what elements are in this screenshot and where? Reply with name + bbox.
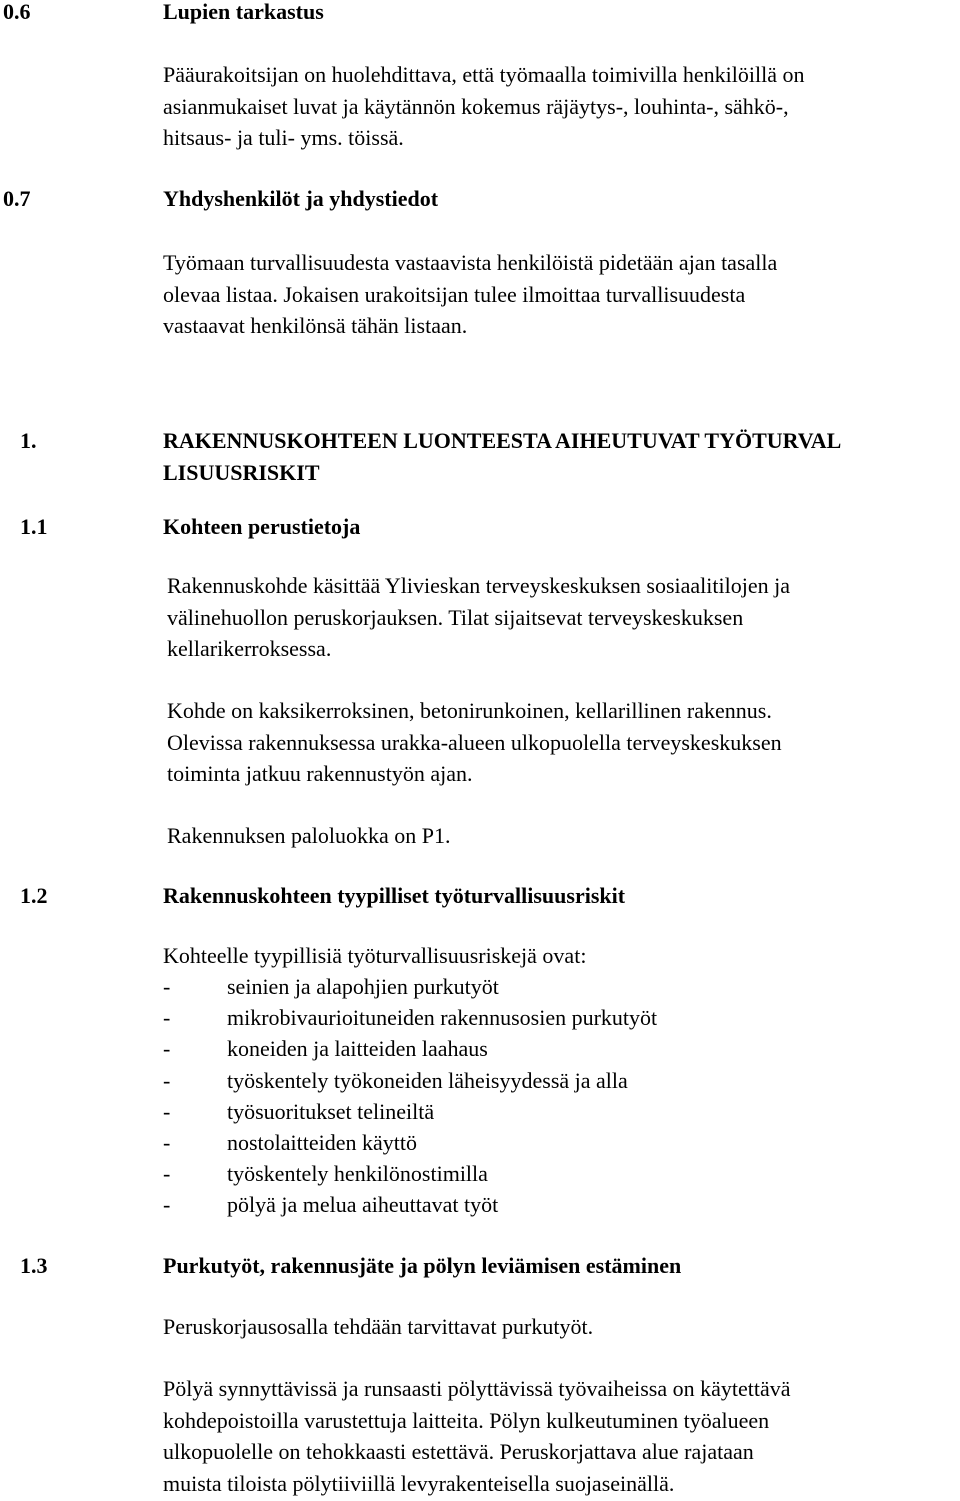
bullet-dash: - <box>163 1036 171 1062</box>
section-1-2-title: Rakennuskohteen tyypilliset työturvallisuusriskit <box>163 883 626 908</box>
section-1-1-title: Kohteen perustietoja <box>163 514 361 539</box>
section-1-3-title: Purkutyöt, rakennusjäte ja pölyn leviämisen estäminen <box>163 1253 682 1278</box>
list-item-text: koneiden ja laitteiden laahaus <box>227 1036 488 1062</box>
body-line: Työmaan turvallisuudesta vastaavista henkilöistä pidetään ajan tasalla <box>163 250 778 275</box>
section-0-7-number: 0.7 <box>3 186 31 211</box>
body-line: muista tiloista pölytiiviillä levyrakenteisella suojaseinällä. <box>163 1470 675 1496</box>
section-1-1-para-3: Rakennuksen paloluokka on P1. <box>167 823 451 848</box>
body-line: vastaavat henkilönsä tähän listaan. <box>163 313 468 338</box>
risk-list <box>163 971 657 1221</box>
bullet-dash: - <box>163 1192 171 1218</box>
body-line: ulkopuolelle on tehokkaasti estettävä. Peruskorjattava alue rajataan <box>163 1439 754 1464</box>
section-1-2-intro: Kohteelle tyypillisiä työturvallisuusriskejä ovat: <box>163 943 587 968</box>
body-line: asianmukaiset luvat ja käytännön kokemus räjäytys-, louhinta-, sähkö-, <box>163 93 789 119</box>
body-line: Rakennuskohde käsittää Ylivieskan terveyskeskuksen sosiaalitilojen ja <box>167 573 790 598</box>
list-item <box>163 971 657 1002</box>
list-item-text: mikrobivaurioituneiden rakennusosien purkutyöt <box>227 1005 658 1031</box>
body-line: hitsaus- ja tuli- yms. töissä. <box>163 125 404 150</box>
section-1-number: 1. <box>20 428 37 453</box>
section-0-6-title: Lupien tarkastus <box>163 0 324 24</box>
list-item <box>163 1002 657 1033</box>
bullet-dash: - <box>163 1098 171 1124</box>
section-1-1-para-1 <box>167 570 790 665</box>
section-1-2-number: 1.2 <box>20 883 48 908</box>
list-item <box>163 1096 657 1127</box>
list-item-text: seinien ja alapohjien purkutyöt <box>227 974 499 999</box>
section-1-3-para-2 <box>163 1373 791 1499</box>
section-1-3-para-1: Peruskorjausosalla tehdään tarvittavat purkutyöt. <box>163 1314 594 1339</box>
list-item-text: työskentely henkilönostimilla <box>227 1161 488 1187</box>
list-item-text: työsuoritukset telineiltä <box>227 1098 435 1124</box>
body-line: olevaa listaa. Jokaisen urakoitsijan tulee ilmoittaa turvallisuudesta <box>163 281 746 307</box>
section-0-6-number: 0.6 <box>3 0 31 24</box>
section-1-title <box>163 425 841 488</box>
body-line: kohdepoistoilla varustettuja laitteita. Pölyn kulkeutuminen työalueen <box>163 1407 770 1433</box>
body-line: Olevissa rakennuksessa urakka-alueen ulkopuolella terveyskeskuksen <box>167 729 782 755</box>
bullet-dash: - <box>163 1067 171 1093</box>
bullet-dash: - <box>163 974 171 999</box>
bullet-dash: - <box>163 1130 171 1156</box>
body-line: kellarikerroksessa. <box>167 636 332 661</box>
section-1-1-number: 1.1 <box>20 514 48 539</box>
list-item <box>163 1033 657 1064</box>
list-item-text: pölyä ja melua aiheuttavat työt <box>227 1192 499 1218</box>
list-item <box>163 1127 657 1158</box>
list-item <box>163 1065 657 1096</box>
bullet-dash: - <box>163 1005 171 1031</box>
body-line: välinehuollon peruskorjauksen. Tilat sijaitsevat terveyskeskuksen <box>167 604 744 630</box>
section-0-6-body <box>163 59 805 154</box>
list-item-text: työskentely työkoneiden läheisyydessä ja alla <box>227 1067 628 1093</box>
section-1-3-number: 1.3 <box>20 1253 48 1278</box>
list-item-text: nostolaitteiden käyttö <box>227 1130 418 1156</box>
body-line: Kohde on kaksikerroksinen, betonirunkoinen, kellarillinen rakennus. <box>167 698 772 723</box>
list-item <box>163 1189 657 1220</box>
bullet-dash: - <box>163 1161 171 1187</box>
title-line: RAKENNUSKOHTEEN LUONTEESTA AIHEUTUVAT TYÖTURVAL <box>163 428 842 453</box>
body-line: toiminta jatkuu rakennustyön ajan. <box>167 761 473 786</box>
section-0-7-title: Yhdyshenkilöt ja yhdystiedot <box>163 186 439 211</box>
list-item <box>163 1158 657 1189</box>
body-line: Pääurakoitsijan on huolehdittava, että työmaalla toimivilla henkilöillä on <box>163 62 805 87</box>
section-1-1-para-2 <box>167 695 782 790</box>
body-line: Pölyä synnyttävissä ja runsaasti pölyttävissä työvaiheissa on käytettävä <box>163 1376 791 1401</box>
section-0-7-body <box>163 247 777 342</box>
title-line: LISUUSRISKIT <box>163 459 320 485</box>
